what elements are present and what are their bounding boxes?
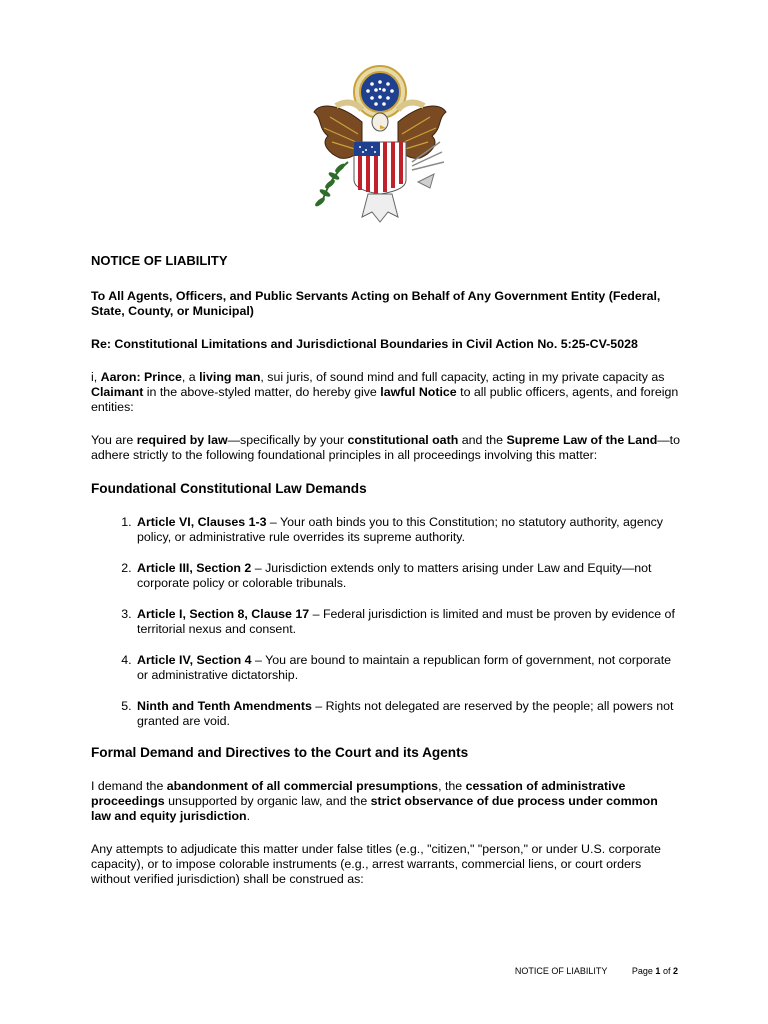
attempts-paragraph: Any attempts to adjudicate this matter under false titles (e.g., "citizen," "person," or under U.S. corporate capacity), or to impose colorable instruments (e.g., arrest warrants, commercial liens, or court orders without verified jurisdiction) shall be construed as: [91, 842, 661, 886]
articles-list [91, 515, 681, 729]
required-paragraph: You are required by law—specifically by your constitutional oath and the Supreme Law of the Land—to adhere strictly to the following foundational principles in all proceedings involving this matter: [91, 433, 681, 462]
demand-paragraph: I demand the abandonment of all commercial presumptions, the cessation of administrative proceedings unsupported by organic law, and the strict observance of due process under common law and equity jurisdiction. [91, 779, 658, 823]
section-heading-formal-demand: Formal Demand and Directives to the Court and its Agents [91, 745, 469, 760]
list-item: 3. Article I, Section 8, Clause 17 – Federal jurisdiction is limited and must be proven by evidence of territorial nexus and consent. [135, 607, 681, 637]
page-number: Page 1 of 2 [631, 966, 678, 976]
addressee-line: To All Agents, Officers, and Public Servants Acting on Behalf of Any Government Entity (Federal, State, County, or Municipal) [91, 289, 661, 318]
great-seal-eagle-icon [300, 62, 460, 227]
doc-title: NOTICE OF LIABILITY [91, 253, 228, 268]
section-heading-foundational: Foundational Constitutional Law Demands [91, 481, 367, 496]
list-item: 4. Article IV, Section 4 – You are bound to maintain a republican form of government, not corporate or administrative dictatorship. [135, 653, 681, 683]
list-item: 1. Article VI, Clauses 1-3 – Your oath binds you to this Constitution; no statutory authority, agency policy, or administrative rule overrides its supreme authority. [135, 515, 681, 545]
document-body [91, 253, 681, 905]
re-line: Re: Constitutional Limitations and Jurisdictional Boundaries in Civil Action No. 5:25-CV-5028 [91, 337, 638, 351]
footer-label: NOTICE OF LIABILITY [514, 966, 608, 976]
intro-paragraph: i, Aaron: Prince, a living man, sui juris, of sound mind and full capacity, acting in my private capacity as Claimant in the above-styled matter, do hereby give lawful Notice to all public officers, agents, and foreign entities: [91, 370, 679, 414]
list-item: 5. Ninth and Tenth Amendments – Rights not delegated are reserved by the people; all powers not granted are void. [135, 699, 681, 729]
list-item: 2. Article III, Section 2 – Jurisdiction extends only to matters arising under Law and Equity—not corporate policy or colorable tribunals. [135, 561, 681, 591]
page-footer [515, 966, 678, 976]
